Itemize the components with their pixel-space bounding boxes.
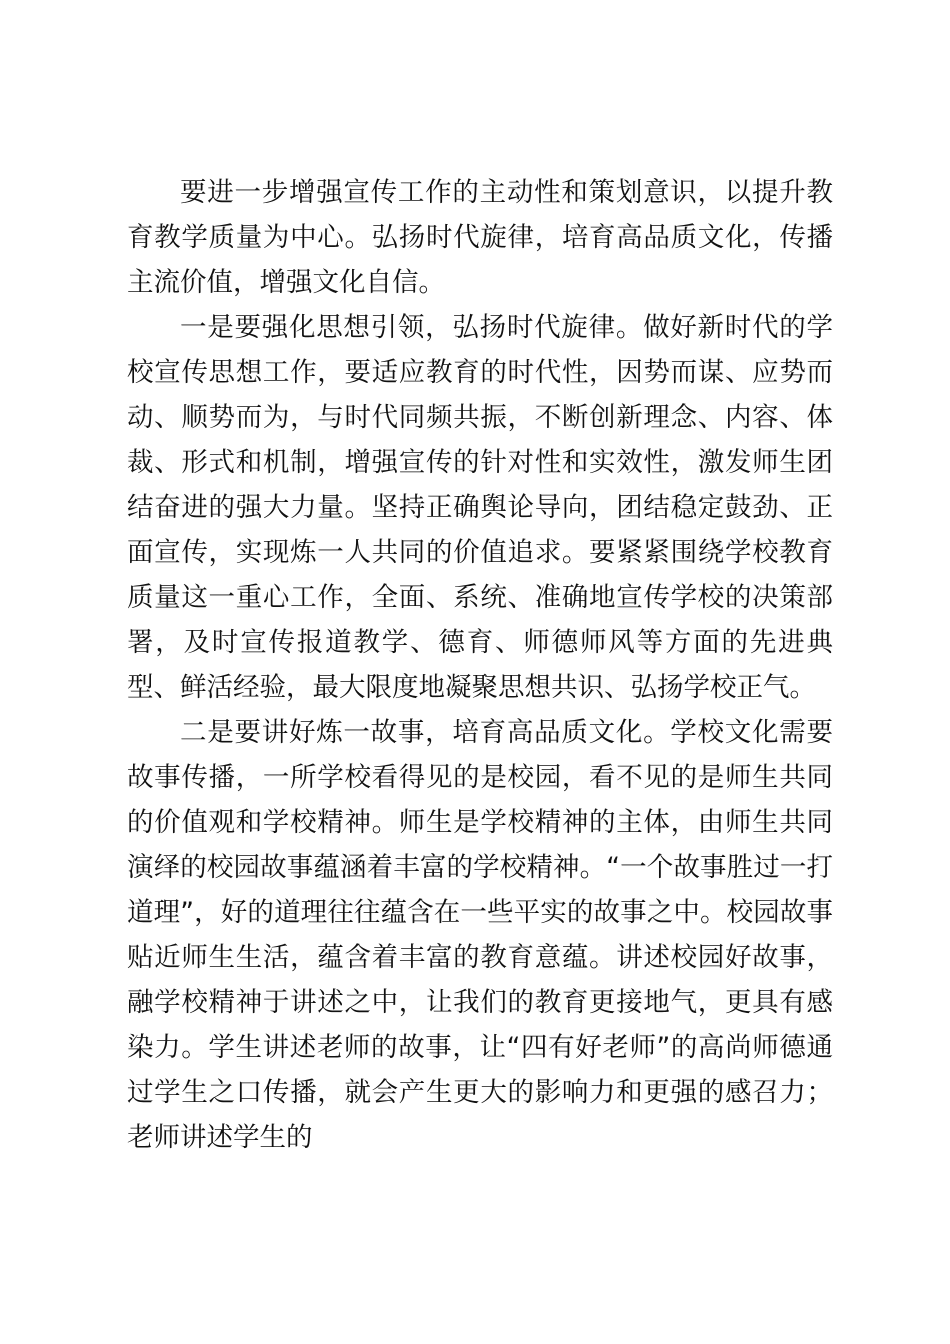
paragraph-intro: 要进一步增强宣传工作的主动性和策划意识，以提升教育教学质量为中心。弘扬时代旋律，培育高品质文化，传播主流价值，增强文化自信。 bbox=[127, 177, 833, 298]
paragraph-point-two: 二是要讲好炼一故事，培育高品质文化。学校文化需要故事传播，一所学校看得见的是校园，看不见的是师生共同的价值观和学校精神。师生是学校精神的主体，由师生共同演绎的校园故事蕴涵着丰富的学校精神。“一个故事胜过一打道理”，好的道理往往蕴含在一些平实的故事之中。校园故事贴近师生生活，蕴含着丰富的教育意蕴。讲述校园好故事，融学校精神于讲述之中，让我们的教育更接地气，更具有感染力。学生讲述老师的故事，让“四有好老师”的高尚师德通过学生之口传播，就会产生更大的影响力和更强的感召力；老师讲述学生的 bbox=[127, 717, 833, 1153]
paragraph-point-one: 一是要强化思想引领，弘扬时代旋律。做好新时代的学校宣传思想工作，要适应教育的时代性，因势而谋、应势而动、顺势而为，与时代同频共振，不断创新理念、内容、体裁、形式和机制，增强宣传的针对性和实效性，激发师生团结奋进的强大力量。坚持正确舆论导向，团结稳定鼓劲、正面宣传，实现炼一人共同的价值追求。要紧紧围绕学校教育质量这一重心工作，全面、系统、准确地宣传学校的决策部署，及时宣传报道教学、德育、师德师风等方面的先进典型、鲜活经验，最大限度地凝聚思想共识、弘扬学校正气。 bbox=[127, 312, 833, 703]
document-body bbox=[127, 170, 833, 1160]
